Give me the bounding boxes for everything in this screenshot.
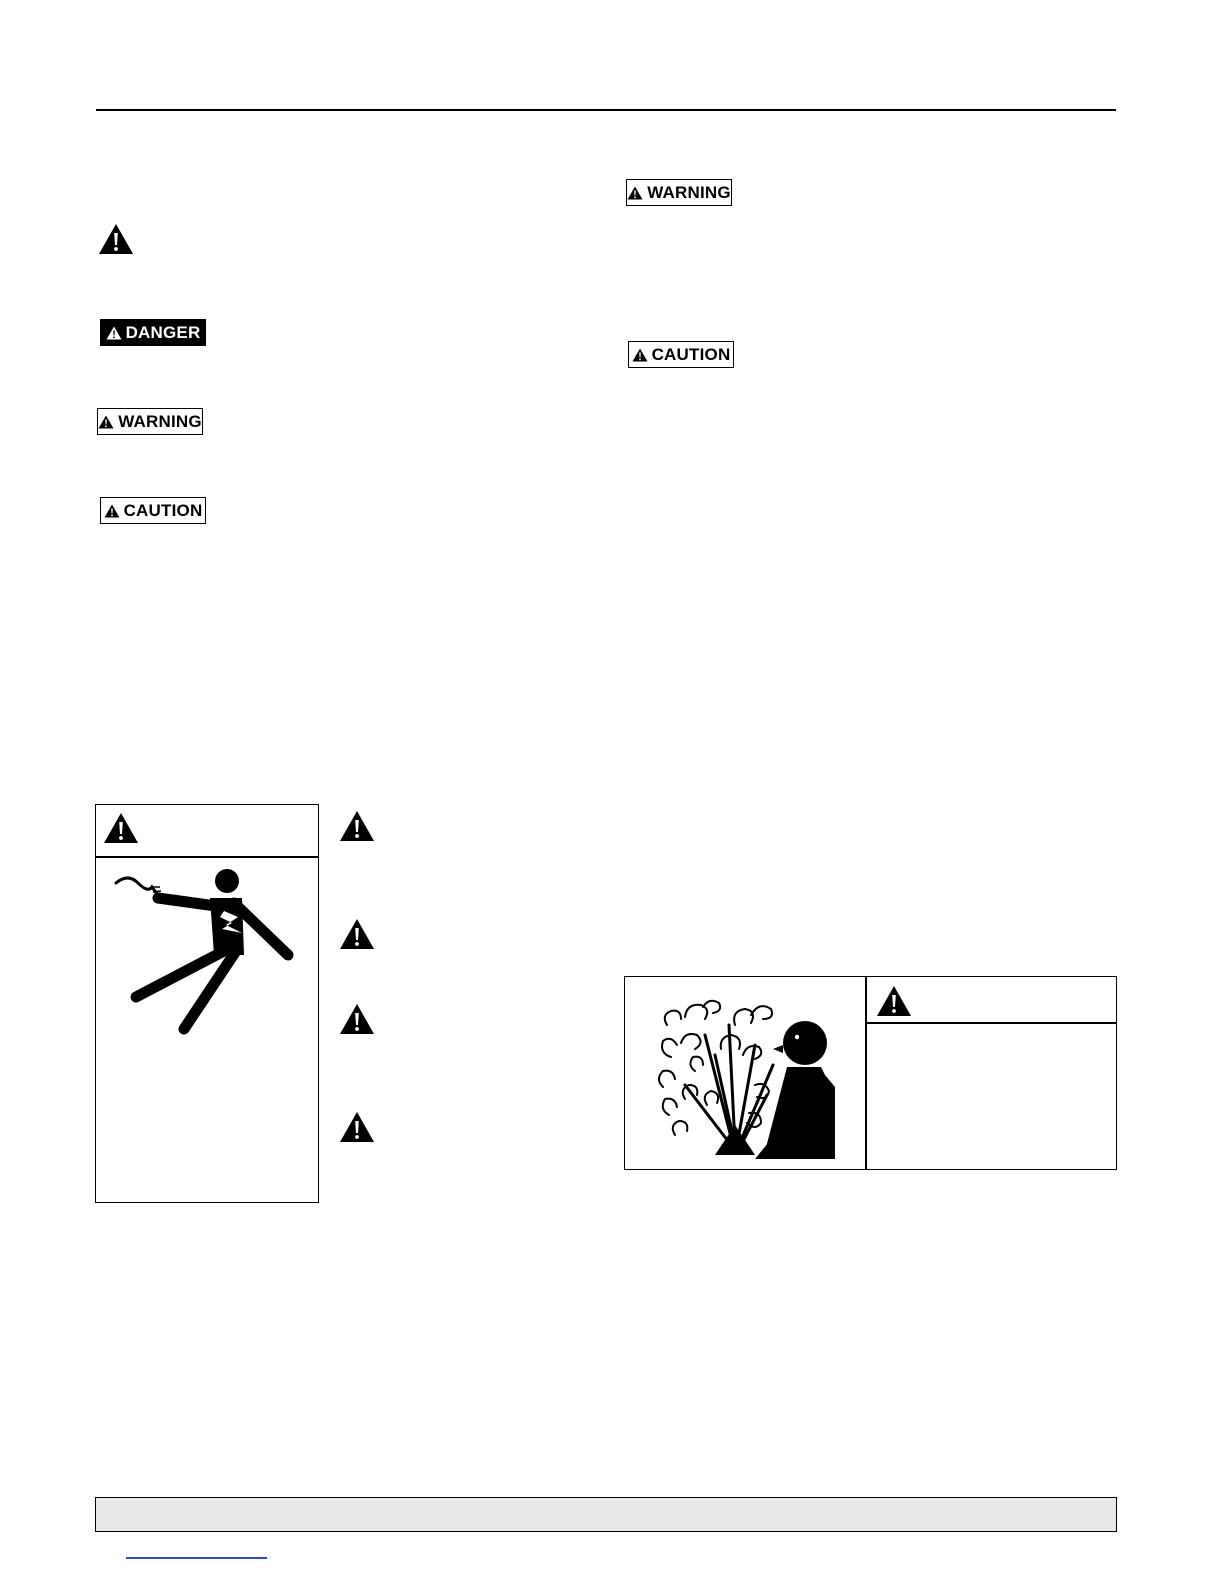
caution-label-text: CAUTION [123,500,203,520]
warning-label-right [626,179,732,206]
footer-link[interactable] [126,1557,267,1559]
safety-alert-icon [339,810,375,842]
shock-hazard-box [95,804,319,1203]
caution-label-right-text: CAUTION [651,344,731,364]
warning-label-right-text: WARNING [647,182,731,202]
danger-label [100,319,206,346]
explosion-icon [655,995,835,1163]
safety-alert-icon [876,985,912,1017]
safety-alert-icon [98,223,134,255]
electric-shock-icon [106,865,306,1040]
safety-alert-icon [339,918,375,950]
warning-triangle-icon [106,326,122,340]
warning-label-text: WARNING [118,411,202,431]
box-divider [865,1022,1116,1024]
box-vertical-divider [865,977,867,1169]
warning-label [97,408,203,435]
warning-triangle-icon [632,348,648,362]
footer-bar [95,1497,1117,1532]
caution-label-right [628,341,734,368]
safety-alert-icon [339,1111,375,1143]
warning-triangle-icon [627,186,643,200]
header-rule [96,109,1116,111]
caution-label [100,497,206,524]
warning-triangle-icon [104,504,120,518]
warning-triangle-icon [98,415,114,429]
safety-alert-icon [339,1003,375,1035]
safety-alert-icon [103,812,139,844]
box-divider [96,856,318,858]
danger-label-text: DANGER [125,322,201,342]
explosion-hazard-box [624,976,1117,1170]
